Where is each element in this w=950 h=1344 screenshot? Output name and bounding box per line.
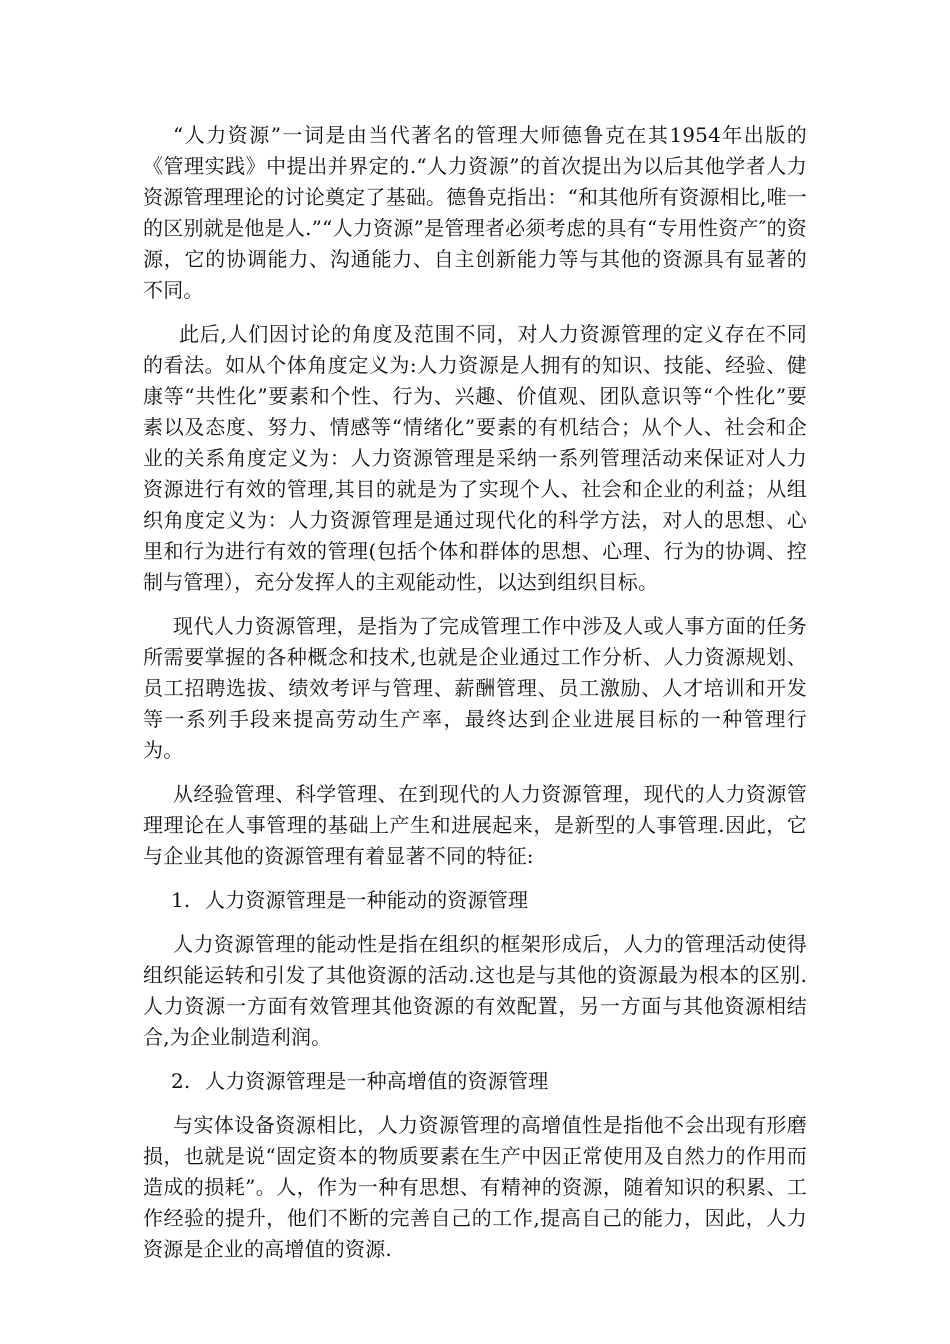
paragraph-hrm-definitions: 此后,人们因讨论的角度及范围不同，对人力资源管理的定义存在不同的看法。如从个体角度定义为:人力资源是人拥有的知识、技能、经验、健康等“共性化”要素和个性、行为、兴趣、价值观、团队意识等“个性化”要素以及态度、努力、情感等“情绪化”要素的有机结合；从个人、社会和企业的关系角度定义为：人力资源管理是采纳一系列管理活动来保证对人力资源进行有效的管理,其目的就是为了实现个人、社会和企业的利益；从组织角度定义为：人力资源管理是通过现代化的科学方法，对人的思想、心里和行为进行有效的管理(包括个体和群体的思想、心理、行为的协调、控制与管理），充分发挥人的主观能动性，以达到组织目标。 [143,322,807,594]
section-heading-1-number: 1. [171,888,191,912]
section-heading-2-text: 人力资源管理是一种高增值的资源管理 [205,1069,549,1093]
paragraph-high-value-added: 与实体设备资源相比，人力资源管理的高增值性是指他不会出现有形磨损，也就是说“固定资本的物质要素在生产中因正常使用及自然力的作用而造成的损耗”。人，作为一种有思想、有精神的资源，随着知识的积累、工作经验的提升，他们不断的完善自己的工作,提高自己的能力，因此，人力资源是企业的高增值的资源. [143,1113,807,1261]
section-heading-2-number: 2. [171,1069,191,1093]
section-heading-1-text: 人力资源管理是一种能动的资源管理 [205,888,529,912]
paragraph-hrm-features-intro: 从经验管理、科学管理、在到现代的人力资源管理，现代的人力资源管理理论在人事管理的基础上产生和进展起来，是新型的人事管理.因此，它与企业其他的资源管理有着显著不同的特征: [143,782,807,868]
paragraph-modern-hrm: 现代人力资源管理，是指为了完成管理工作中涉及人或人事方面的任务所需要掌握的各种概念和技术,也就是企业通过工作分析、人力资源规划、员工招聘选拔、绩效考评与管理、薪酬管理、员工激励、人才培训和开发等一系列手段来提高劳动生产率，最终达到企业进展目标的一种管理行为。 [143,614,807,762]
document-body [143,120,807,1278]
section-heading-1 [143,885,807,916]
paragraph-initiative: 人力资源管理的能动性是指在组织的框架形成后，人力的管理活动使得组织能运转和引发了其他资源的活动.这也是与其他的资源最为根本的区别.人力资源一方面有效管理其他资源的有效配置，另一方面与其他资源相结合,为企业制造利润。 [143,932,807,1049]
paragraph-human-resources-origin: “人力资源”一词是由当代著名的管理大师德鲁克在其1954年出版的《管理实践》中提出并界定的.“人力资源”的首次提出为以后其他学者人力资源管理理论的讨论奠定了基础。德鲁克指出：“和其他所有资源相比,唯一的区别就是他是人.”“人力资源”是管理者必须考虑的具有“专用性资产″的资源，它的协调能力、沟通能力、自主创新能力等与其他的资源具有显著的不同。 [143,123,807,302]
section-heading-2 [143,1066,807,1097]
